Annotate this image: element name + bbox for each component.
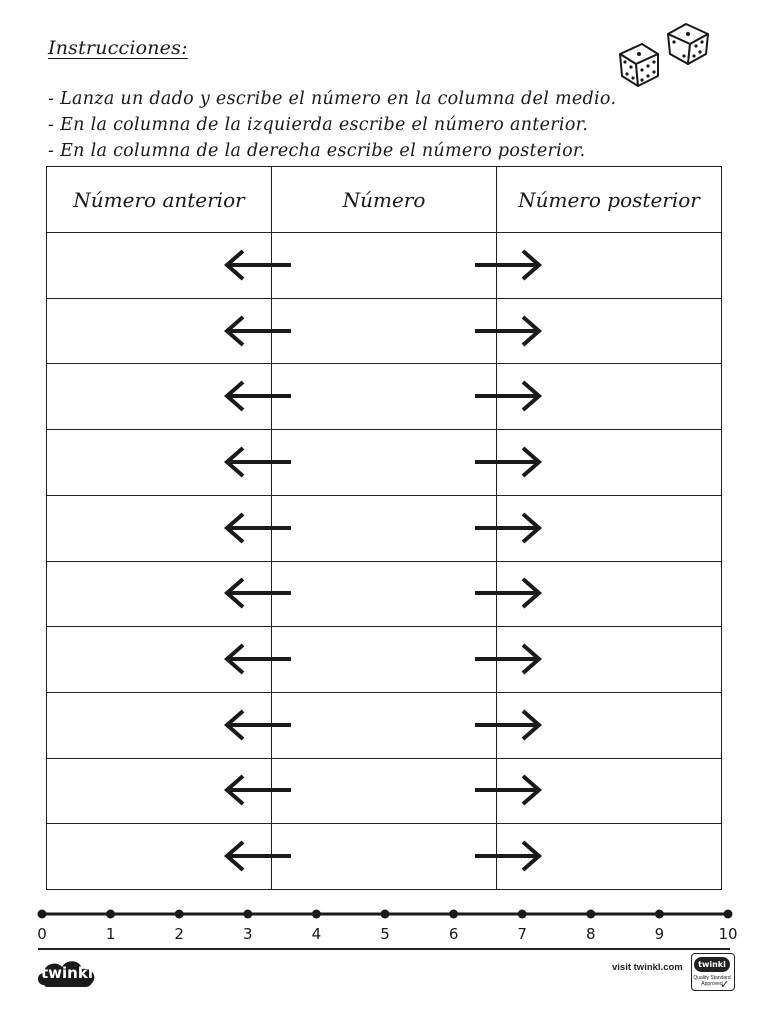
number-line-label: 2 <box>174 925 184 943</box>
number-line-dot <box>106 910 115 919</box>
number-line-label: 6 <box>448 925 459 943</box>
row-divider <box>47 758 721 759</box>
row-divider <box>47 692 721 693</box>
arrow-right-icon <box>473 510 545 546</box>
number-line <box>30 902 742 950</box>
arrow-left-icon <box>221 641 293 677</box>
instructions-list <box>48 86 616 164</box>
badge-line: Quality Standard <box>693 975 731 981</box>
number-line-label: 7 <box>517 925 527 943</box>
arrow-left-icon <box>221 772 293 808</box>
badge-brand: twinkl <box>694 957 730 972</box>
arrow-right-icon <box>473 772 545 808</box>
instruction-line: - En la columna de la derecha escribe el número posterior. <box>48 141 586 161</box>
visit-link[interactable]: visit twinkl.com <box>612 962 683 973</box>
arrow-right-icon <box>473 575 545 611</box>
number-line-label: 1 <box>105 925 116 943</box>
arrow-left-icon <box>221 510 293 546</box>
number-line-label: 5 <box>380 925 390 943</box>
arrow-right-icon <box>473 838 545 874</box>
number-table <box>46 166 722 890</box>
number-line-dot <box>724 910 733 919</box>
number-line-dot <box>175 910 184 919</box>
number-line-dot <box>449 910 458 919</box>
number-line-label: 4 <box>311 925 322 943</box>
header-numero: Número <box>342 187 426 212</box>
twinkl-logo <box>34 955 100 991</box>
arrow-right-icon <box>473 641 545 677</box>
number-line-dot <box>586 910 595 919</box>
two-dice-icon <box>612 20 716 90</box>
arrow-left-icon <box>221 575 293 611</box>
arrow-left-icon <box>221 707 293 743</box>
arrow-right-icon <box>473 247 545 283</box>
row-divider <box>47 561 721 562</box>
number-line-label: 10 <box>718 925 738 943</box>
instructions-title: Instrucciones: <box>48 37 188 59</box>
arrow-left-icon <box>221 378 293 414</box>
arrow-left-icon <box>221 838 293 874</box>
arrow-right-icon <box>473 444 545 480</box>
row-divider <box>47 298 721 299</box>
quality-badge <box>691 953 735 991</box>
arrow-left-icon <box>221 444 293 480</box>
row-divider <box>47 495 721 496</box>
number-line-dot <box>655 910 664 919</box>
number-line-label: 8 <box>586 925 596 943</box>
number-line-dot <box>38 910 47 919</box>
number-line-dot <box>312 910 321 919</box>
badge-line: Approved <box>701 981 723 987</box>
logo-text: twinkl <box>41 964 93 982</box>
number-line-label: 0 <box>37 925 47 943</box>
row-divider <box>47 626 721 627</box>
arrow-left-icon <box>221 313 293 349</box>
arrow-right-icon <box>473 707 545 743</box>
row-divider <box>47 232 721 233</box>
number-line-label: 3 <box>243 925 253 943</box>
arrow-right-icon <box>473 313 545 349</box>
header-numero-anterior: Número anterior <box>73 187 245 212</box>
header-numero-posterior: Número posterior <box>518 187 700 212</box>
number-line-label: 9 <box>654 925 665 943</box>
instruction-line: - Lanza un dado y escribe el número en la columna del medio. <box>48 89 617 109</box>
number-line-dot <box>381 910 390 919</box>
row-divider <box>47 823 721 824</box>
row-divider <box>47 429 721 430</box>
number-line-dot <box>243 910 252 919</box>
number-line-dot <box>518 910 527 919</box>
row-divider <box>47 363 721 364</box>
footer-divider <box>38 948 730 950</box>
instruction-line: - En la columna de la izquierda escribe el número anterior. <box>48 115 589 135</box>
arrow-right-icon <box>473 378 545 414</box>
check-icon: ✓ <box>720 978 730 991</box>
arrow-left-icon <box>221 247 293 283</box>
